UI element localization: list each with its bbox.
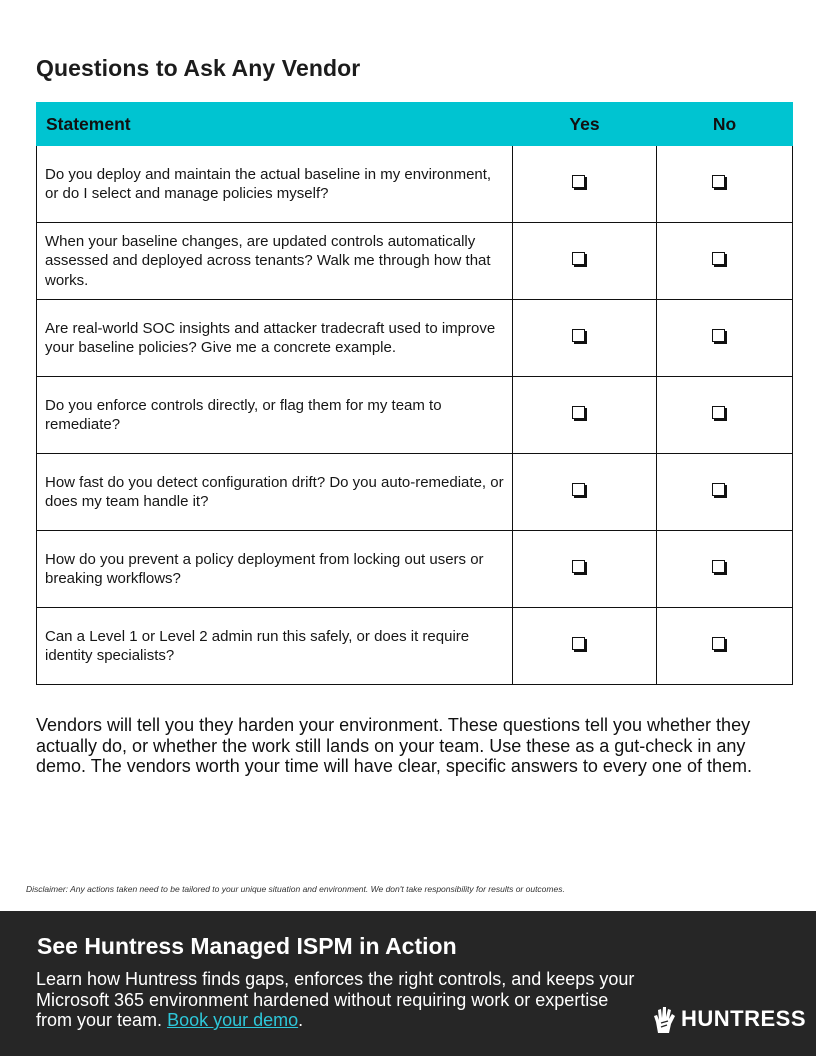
statement-cell: Can a Level 1 or Level 2 admin run this safely, or does it require identity specialists?	[37, 608, 513, 685]
no-checkbox[interactable]	[712, 406, 725, 419]
no-checkbox[interactable]	[712, 560, 725, 573]
statement-cell: When your baseline changes, are updated controls automatically assessed and deployed across tenants? Walk me through how that works.	[37, 223, 513, 300]
yes-checkbox[interactable]	[572, 175, 585, 188]
statement-cell: Do you deploy and maintain the actual baseline in my environment, or do I select and manage policies myself?	[37, 146, 513, 223]
footer-link-suffix: .	[298, 1010, 304, 1030]
table-row	[37, 223, 793, 300]
page-title: Questions to Ask Any Vendor	[36, 55, 361, 81]
header-no: No	[657, 103, 793, 146]
no-checkbox[interactable]	[712, 175, 725, 188]
table-row	[37, 531, 793, 608]
disclaimer-text: Disclaimer: Any actions taken need to be tailored to your unique situation and environment. We don't take responsibility for results or outcomes.	[26, 884, 565, 894]
yes-checkbox[interactable]	[572, 329, 585, 342]
yes-checkbox[interactable]	[572, 560, 585, 573]
logo-wordmark: HUNTRESS	[681, 1006, 807, 1031]
closing-paragraph: Vendors will tell you they harden your environment. These questions tell you whether they actually do, or whether the work still lands on your team. Use these as a gut-check in any demo. The vendors worth your time will have clear, specific answers to every one of them.	[36, 715, 752, 776]
table-row	[37, 454, 793, 531]
no-checkbox[interactable]	[712, 329, 725, 342]
statement-cell: Do you enforce controls directly, or flag them for my team to remediate?	[37, 377, 513, 454]
no-checkbox[interactable]	[712, 483, 725, 496]
no-checkbox[interactable]	[712, 252, 725, 265]
footer-title: See Huntress Managed ISPM in Action	[37, 933, 457, 959]
footer-body-text: Learn how Huntress finds gaps, enforces the right controls, and keeps your Microsoft 365 environment hardened without requiring work or expertise from your team.	[36, 969, 635, 1030]
huntress-logo	[652, 1003, 806, 1035]
statement-cell: How fast do you detect configuration drift? Do you auto-remediate, or does my team handle it?	[37, 454, 513, 531]
table-header-row	[37, 103, 793, 146]
yes-checkbox[interactable]	[572, 637, 585, 650]
table-row	[37, 377, 793, 454]
yes-checkbox[interactable]	[572, 406, 585, 419]
book-demo-link[interactable]: Book your demo	[167, 1010, 299, 1030]
huntress-hand-icon	[652, 1004, 678, 1034]
footer-body	[36, 969, 636, 1031]
footer-banner	[0, 911, 816, 1056]
header-yes: Yes	[513, 103, 657, 146]
statement-cell: How do you prevent a policy deployment from locking out users or breaking workflows?	[37, 531, 513, 608]
no-checkbox[interactable]	[712, 637, 725, 650]
statement-cell: Are real-world SOC insights and attacker tradecraft used to improve your baseline policies? Give me a concrete example.	[37, 300, 513, 377]
table-row	[37, 146, 793, 223]
table-row	[37, 608, 793, 685]
vendor-questions-table	[36, 102, 793, 685]
header-statement: Statement	[37, 103, 513, 146]
yes-checkbox[interactable]	[572, 483, 585, 496]
table-row	[37, 300, 793, 377]
yes-checkbox[interactable]	[572, 252, 585, 265]
